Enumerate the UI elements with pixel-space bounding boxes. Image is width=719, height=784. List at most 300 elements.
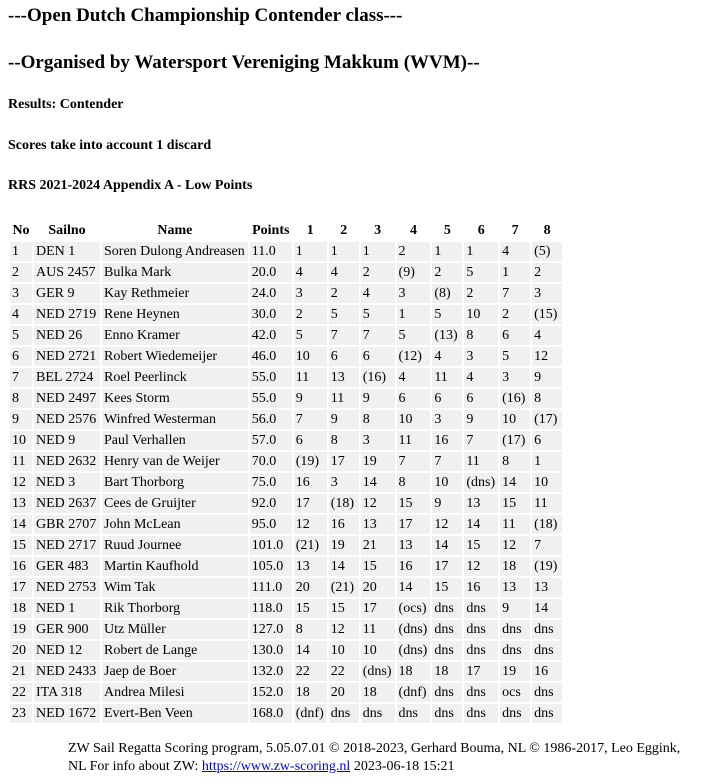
cell-race-1: 9 [294,389,327,408]
cell-race-6: dns [464,599,498,618]
cell-name: Kees Storm [102,389,248,408]
cell-race-5: 7 [432,452,462,471]
table-row [10,347,562,366]
cell-race-6: 8 [464,326,498,345]
results-table [8,219,564,725]
cell-sailno: NED 1672 [34,704,100,723]
cell-points: 92.0 [250,494,292,513]
cell-race-7: 19 [500,662,530,681]
footer [68,740,688,776]
cell-points: 24.0 [250,284,292,303]
header-name: Name [102,221,248,240]
cell-race-4: (dnf) [397,683,431,702]
cell-sailno: NED 1 [34,599,100,618]
cell-no: 23 [10,704,32,723]
cell-points: 46.0 [250,347,292,366]
cell-race-5: (8) [432,284,462,303]
cell-race-3: 18 [361,683,395,702]
cell-race-5: 4 [432,347,462,366]
cell-race-2: 1 [329,242,359,261]
cell-name: Roel Peerlinck [102,368,248,387]
cell-race-1: 5 [294,326,327,345]
cell-no: 16 [10,557,32,576]
cell-race-2: 15 [329,599,359,618]
cell-no: 7 [10,368,32,387]
cell-sailno: NED 2719 [34,305,100,324]
cell-race-2: 13 [329,368,359,387]
cell-race-3: (16) [361,368,395,387]
cell-race-8: (19) [532,557,562,576]
table-row [10,473,562,492]
cell-race-3: 13 [361,515,395,534]
cell-race-3: 21 [361,536,395,555]
cell-no: 2 [10,263,32,282]
cell-no: 10 [10,431,32,450]
cell-name: Bulka Mark [102,263,248,282]
cell-no: 8 [10,389,32,408]
cell-points: 168.0 [250,704,292,723]
cell-no: 12 [10,473,32,492]
table-row [10,578,562,597]
cell-points: 11.0 [250,242,292,261]
cell-sailno: NED 2721 [34,347,100,366]
cell-points: 55.0 [250,368,292,387]
cell-race-5: 6 [432,389,462,408]
header-points: Points [250,221,292,240]
cell-sailno: NED 12 [34,641,100,660]
cell-race-5: 14 [432,536,462,555]
cell-race-7: 4 [500,242,530,261]
cell-name: Jaep de Boer [102,662,248,681]
cell-points: 118.0 [250,599,292,618]
cell-no: 9 [10,410,32,429]
table-row [10,452,562,471]
cell-race-1: 20 [294,578,327,597]
cell-race-4: 7 [397,452,431,471]
cell-race-6: 12 [464,557,498,576]
cell-points: 75.0 [250,473,292,492]
cell-race-3: 6 [361,347,395,366]
cell-race-3: 8 [361,410,395,429]
cell-race-7: 6 [500,326,530,345]
cell-race-6: 3 [464,347,498,366]
cell-race-6: 6 [464,389,498,408]
cell-race-6: 15 [464,536,498,555]
results-body [10,242,562,723]
cell-sailno: AUS 2457 [34,263,100,282]
cell-race-2: dns [329,704,359,723]
cell-race-7: 9 [500,599,530,618]
cell-race-1: 10 [294,347,327,366]
cell-no: 19 [10,620,32,639]
cell-race-7: dns [500,704,530,723]
cell-race-5: 10 [432,473,462,492]
cell-race-1: (21) [294,536,327,555]
cell-race-3: 4 [361,284,395,303]
cell-race-6: 7 [464,431,498,450]
cell-race-7: 5 [500,347,530,366]
table-header-row [10,221,562,240]
cell-race-1: 16 [294,473,327,492]
cell-race-3: 14 [361,473,395,492]
cell-name: Kay Rethmeier [102,284,248,303]
cell-race-1: (19) [294,452,327,471]
cell-race-3: 17 [361,599,395,618]
cell-race-8: 10 [532,473,562,492]
cell-race-4: 11 [397,431,431,450]
cell-race-5: dns [432,683,462,702]
cell-race-4: (12) [397,347,431,366]
cell-name: Evert-Ben Veen [102,704,248,723]
cell-race-3: 11 [361,620,395,639]
cell-sailno: NED 9 [34,431,100,450]
cell-race-7: 11 [500,515,530,534]
cell-race-4: 8 [397,473,431,492]
cell-race-5: 3 [432,410,462,429]
cell-race-3: 5 [361,305,395,324]
discard-note: Scores take into account 1 discard [8,138,212,153]
cell-race-5: 9 [432,494,462,513]
cell-race-6: 1 [464,242,498,261]
cell-points: 30.0 [250,305,292,324]
cell-race-2: 20 [329,683,359,702]
cell-race-1: (dnf) [294,704,327,723]
cell-race-7: 18 [500,557,530,576]
cell-race-3: 3 [361,431,395,450]
header-race-4: 4 [397,221,431,240]
cell-race-5: 12 [432,515,462,534]
cell-name: Ruud Journee [102,536,248,555]
header-race-3: 3 [361,221,395,240]
cell-race-1: 17 [294,494,327,513]
cell-race-8: dns [532,704,562,723]
cell-race-5: dns [432,620,462,639]
cell-race-6: 5 [464,263,498,282]
cell-race-8: 6 [532,431,562,450]
cell-race-5: 2 [432,263,462,282]
cell-race-4: 16 [397,557,431,576]
cell-no: 5 [10,326,32,345]
cell-race-4: dns [397,704,431,723]
cell-race-7: (16) [500,389,530,408]
cell-name: Winfred Westerman [102,410,248,429]
cell-no: 6 [10,347,32,366]
cell-sailno: DEN 1 [34,242,100,261]
cell-sailno: NED 2637 [34,494,100,513]
cell-race-4: 6 [397,389,431,408]
cell-race-7: (17) [500,431,530,450]
table-row [10,389,562,408]
cell-race-7: dns [500,620,530,639]
cell-race-1: 13 [294,557,327,576]
cell-race-7: dns [500,641,530,660]
cell-points: 111.0 [250,578,292,597]
cell-race-6: 2 [464,284,498,303]
cell-race-4: (9) [397,263,431,282]
cell-race-1: 4 [294,263,327,282]
cell-race-2: 14 [329,557,359,576]
cell-race-7: 8 [500,452,530,471]
cell-name: Henry van de Weijer [102,452,248,471]
cell-race-4: 1 [397,305,431,324]
cell-race-5: 17 [432,557,462,576]
cell-points: 56.0 [250,410,292,429]
organiser-heading: --Organised by Watersport Vereniging Makkum (WVM)-- [8,52,480,73]
cell-points: 101.0 [250,536,292,555]
cell-race-1: 18 [294,683,327,702]
cell-race-7: 12 [500,536,530,555]
table-row [10,557,562,576]
cell-race-5: 18 [432,662,462,681]
cell-race-4: 13 [397,536,431,555]
cell-race-7: 10 [500,410,530,429]
cell-race-4: 18 [397,662,431,681]
header-sailno: Sailno [34,221,100,240]
cell-no: 17 [10,578,32,597]
cell-race-2: (18) [329,494,359,513]
cell-race-1: 3 [294,284,327,303]
cell-sailno: NED 3 [34,473,100,492]
cell-sailno: NED 26 [34,326,100,345]
table-row [10,431,562,450]
cell-race-6: 9 [464,410,498,429]
cell-race-2: 9 [329,410,359,429]
cell-sailno: NED 2632 [34,452,100,471]
cell-race-4: 3 [397,284,431,303]
table-row [10,263,562,282]
cell-race-5: 5 [432,305,462,324]
cell-race-4: 14 [397,578,431,597]
cell-name: Wim Tak [102,578,248,597]
cell-race-6: dns [464,683,498,702]
cell-no: 4 [10,305,32,324]
table-row [10,536,562,555]
zw-scoring-link[interactable]: https://www.zw-scoring.nl [201,759,351,774]
cell-race-7: 13 [500,578,530,597]
cell-sailno: GER 900 [34,620,100,639]
cell-race-7: 1 [500,263,530,282]
cell-race-8: 12 [532,347,562,366]
table-row [10,662,562,681]
results-heading: Results: Contender [8,97,124,112]
cell-name: Utz Müller [102,620,248,639]
cell-name: Rik Thorborg [102,599,248,618]
cell-name: Robert de Lange [102,641,248,660]
page-title: ---Open Dutch Championship Contender class--- [8,5,403,26]
cell-race-5: dns [432,704,462,723]
cell-race-4: 2 [397,242,431,261]
cell-race-3: dns [361,704,395,723]
table-row [10,515,562,534]
cell-race-5: dns [432,599,462,618]
cell-race-8: 8 [532,389,562,408]
cell-race-7: 3 [500,368,530,387]
footer-timestamp: 2023-06-18 15:21 [350,759,455,774]
cell-race-6: 13 [464,494,498,513]
cell-sailno: NED 2433 [34,662,100,681]
cell-race-5: 1 [432,242,462,261]
cell-race-2: 11 [329,389,359,408]
cell-sailno: BEL 2724 [34,368,100,387]
cell-name: Cees de Gruijter [102,494,248,513]
cell-race-2: 16 [329,515,359,534]
cell-race-5: 11 [432,368,462,387]
cell-name: Soren Dulong Andreasen [102,242,248,261]
cell-race-2: 4 [329,263,359,282]
cell-race-1: 6 [294,431,327,450]
cell-race-3: 10 [361,641,395,660]
cell-points: 70.0 [250,452,292,471]
header-race-8: 8 [532,221,562,240]
cell-race-8: 13 [532,578,562,597]
cell-sailno: NED 2576 [34,410,100,429]
cell-race-2: 22 [329,662,359,681]
cell-race-7: 14 [500,473,530,492]
cell-race-3: 2 [361,263,395,282]
cell-race-2: 19 [329,536,359,555]
cell-race-1: 14 [294,641,327,660]
cell-points: 132.0 [250,662,292,681]
cell-race-3: 20 [361,578,395,597]
cell-race-8: dns [532,641,562,660]
cell-race-4: (dns) [397,641,431,660]
cell-sailno: GER 483 [34,557,100,576]
cell-race-7: ocs [500,683,530,702]
cell-sailno: NED 2717 [34,536,100,555]
cell-race-1: 15 [294,599,327,618]
table-row [10,599,562,618]
cell-no: 1 [10,242,32,261]
header-race-5: 5 [432,221,462,240]
table-row [10,410,562,429]
cell-race-8: (5) [532,242,562,261]
cell-no: 20 [10,641,32,660]
cell-no: 11 [10,452,32,471]
cell-race-5: dns [432,641,462,660]
table-row [10,620,562,639]
table-row [10,368,562,387]
cell-race-2: 10 [329,641,359,660]
cell-race-6: 11 [464,452,498,471]
cell-race-1: 7 [294,410,327,429]
cell-race-4: 4 [397,368,431,387]
cell-name: Rene Heynen [102,305,248,324]
table-row [10,242,562,261]
cell-race-8: 9 [532,368,562,387]
cell-race-6: (dns) [464,473,498,492]
cell-race-8: dns [532,620,562,639]
table-row [10,641,562,660]
cell-race-3: 9 [361,389,395,408]
cell-points: 20.0 [250,263,292,282]
cell-race-8: 1 [532,452,562,471]
cell-race-7: 2 [500,305,530,324]
cell-race-6: 16 [464,578,498,597]
cell-race-3: (dns) [361,662,395,681]
cell-race-7: 15 [500,494,530,513]
cell-race-8: (15) [532,305,562,324]
cell-race-4: (dns) [397,620,431,639]
cell-points: 55.0 [250,389,292,408]
cell-race-2: 6 [329,347,359,366]
cell-race-8: dns [532,683,562,702]
cell-race-5: 15 [432,578,462,597]
cell-race-2: 17 [329,452,359,471]
cell-race-3: 7 [361,326,395,345]
cell-race-4: 15 [397,494,431,513]
cell-race-8: 4 [532,326,562,345]
cell-name: Robert Wiedemeijer [102,347,248,366]
cell-race-3: 15 [361,557,395,576]
cell-race-6: 14 [464,515,498,534]
cell-race-1: 1 [294,242,327,261]
table-row [10,284,562,303]
cell-race-1: 11 [294,368,327,387]
cell-points: 57.0 [250,431,292,450]
cell-name: Paul Verhallen [102,431,248,450]
cell-race-2: (21) [329,578,359,597]
cell-race-3: 12 [361,494,395,513]
cell-points: 130.0 [250,641,292,660]
cell-race-4: 5 [397,326,431,345]
cell-race-5: 16 [432,431,462,450]
cell-race-3: 1 [361,242,395,261]
cell-race-7: 7 [500,284,530,303]
cell-no: 15 [10,536,32,555]
cell-points: 127.0 [250,620,292,639]
cell-race-6: dns [464,641,498,660]
table-row [10,305,562,324]
cell-race-2: 3 [329,473,359,492]
cell-race-8: 2 [532,263,562,282]
table-row [10,494,562,513]
scoring-system-note: RRS 2021-2024 Appendix A - Low Points [8,178,253,193]
cell-race-1: 2 [294,305,327,324]
cell-points: 42.0 [250,326,292,345]
cell-sailno: NED 2753 [34,578,100,597]
cell-race-1: 12 [294,515,327,534]
cell-no: 18 [10,599,32,618]
cell-race-2: 5 [329,305,359,324]
cell-race-2: 8 [329,431,359,450]
cell-race-4: 10 [397,410,431,429]
cell-race-4: (ocs) [397,599,431,618]
header-race-2: 2 [329,221,359,240]
cell-name: Martin Kaufhold [102,557,248,576]
cell-sailno: ITA 318 [34,683,100,702]
cell-points: 105.0 [250,557,292,576]
cell-race-8: 3 [532,284,562,303]
footer-credits: ZW Sail Regatta Scoring program, 5.05.07.01 © 2018-2023, Gerhard Bouma, NL © 1986-2017, Leo Eggink, NL For info about ZW: [68,741,681,774]
cell-sailno: GER 9 [34,284,100,303]
cell-name: Bart Thorborg [102,473,248,492]
cell-race-2: 2 [329,284,359,303]
cell-race-3: 19 [361,452,395,471]
header-race-6: 6 [464,221,498,240]
cell-race-6: 4 [464,368,498,387]
cell-race-5: (13) [432,326,462,345]
cell-race-8: (18) [532,515,562,534]
cell-name: Enno Kramer [102,326,248,345]
cell-race-1: 22 [294,662,327,681]
cell-race-8: (17) [532,410,562,429]
cell-race-6: 10 [464,305,498,324]
cell-race-8: 7 [532,536,562,555]
cell-no: 13 [10,494,32,513]
cell-race-2: 12 [329,620,359,639]
cell-race-6: 17 [464,662,498,681]
cell-race-8: 11 [532,494,562,513]
